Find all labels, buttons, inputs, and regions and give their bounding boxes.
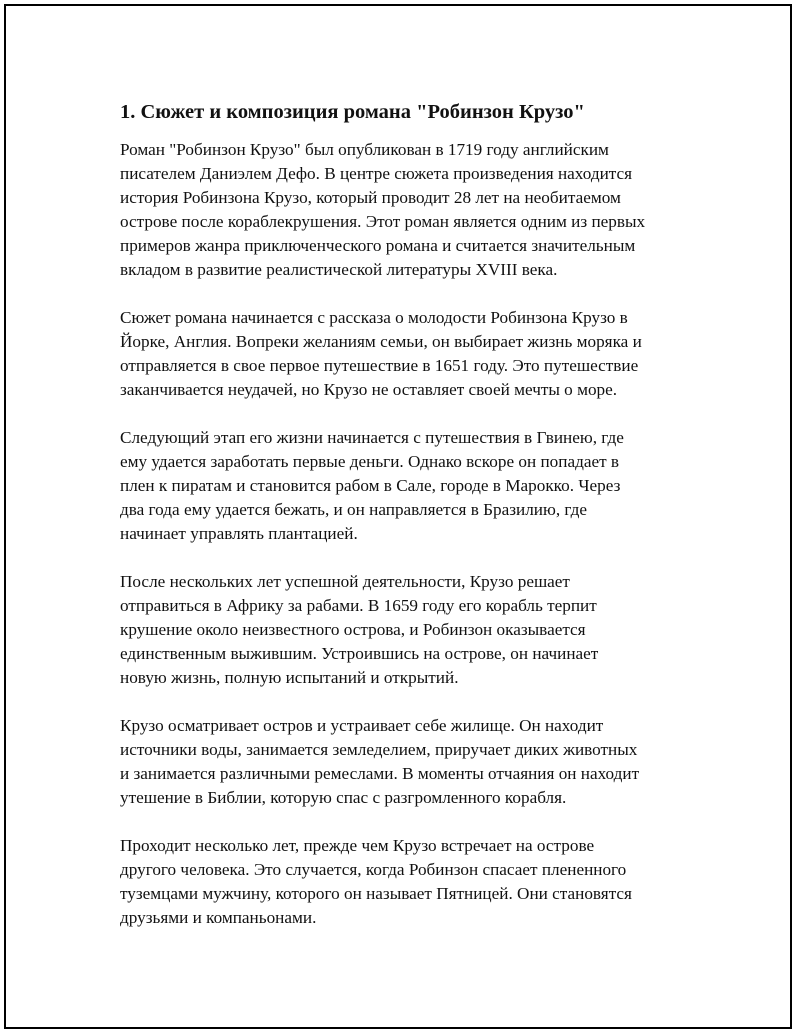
document-title: 1. Сюжет и композиция романа "Робинзон Крузо" [120, 101, 585, 123]
text-line: история Робинзона Крузо, который проводит 28 лет на необитаемом [120, 188, 621, 207]
text-line: другого человека. Это случается, когда Робинзон спасает плененного [120, 860, 627, 879]
text-line: единственным выжившим. Устроившись на острове, он начинает [120, 644, 599, 663]
text-line: два года ему удается бежать, и он направляется в Бразилию, где [120, 500, 587, 519]
paragraph-5 [120, 714, 700, 810]
text-line: Следующий этап его жизни начинается с путешествия в Гвинею, где [120, 428, 624, 447]
paragraph-4 [120, 570, 700, 690]
text-line: плен к пиратам и становится рабом в Сале, городе в Марокко. Через [120, 476, 621, 495]
text-line: Крузо осматривает остров и устраивает себе жилище. Он находит [120, 716, 604, 735]
text-line: писателем Даниэлем Дефо. В центре сюжета произведения находится [120, 164, 633, 183]
text-line: источники воды, занимается земледелием, приручает диких животных [120, 740, 638, 759]
paragraph-1 [120, 138, 700, 282]
text-line: Проходит несколько лет, прежде чем Крузо встречает на острове [120, 836, 595, 855]
text-line: После нескольких лет успешной деятельности, Крузо решает [120, 572, 570, 591]
paragraph-3 [120, 426, 700, 546]
text-line: острове после кораблекрушения. Этот роман является одним из первых [120, 212, 646, 231]
text-line: туземцами мужчину, которого он называет Пятницей. Они становятся [120, 884, 632, 903]
text-line: Роман "Робинзон Крузо" был опубликован в 1719 году английским [120, 140, 609, 159]
text-line: вкладом в развитие реалистической литературы XVIII века. [120, 260, 558, 279]
page-frame [4, 4, 792, 1029]
text-line: крушение около неизвестного острова, и Робинзон оказывается [120, 620, 586, 639]
text-line: утешение в Библии, которую спас с разгромленного корабля. [120, 788, 567, 807]
text-line: и занимается различными ремеслами. В моменты отчаяния он находит [120, 764, 640, 783]
text-line: друзьями и компаньонами. [120, 908, 317, 927]
text-line: ему удается заработать первые деньги. Однако вскоре он попадает в [120, 452, 620, 471]
paragraph-6 [120, 834, 700, 930]
text-line: примеров жанра приключенческого романа и считается значительным [120, 236, 636, 255]
text-line: Сюжет романа начинается с рассказа о молодости Робинзона Крузо в [120, 308, 628, 327]
text-line: новую жизнь, полную испытаний и открытий. [120, 668, 459, 687]
text-line: отправиться в Африку за рабами. В 1659 году его корабль терпит [120, 596, 597, 615]
document-content [120, 98, 700, 954]
text-line: начинает управлять плантацией. [120, 524, 358, 543]
text-line: отправляется в свое первое путешествие в 1651 году. Это путешествие [120, 356, 639, 375]
text-line: Йорке, Англия. Вопреки желаниям семьи, он выбирает жизнь моряка и [120, 332, 642, 351]
text-line: заканчивается неудачей, но Крузо не оставляет своей мечты о море. [120, 380, 618, 399]
paragraph-2 [120, 306, 700, 402]
